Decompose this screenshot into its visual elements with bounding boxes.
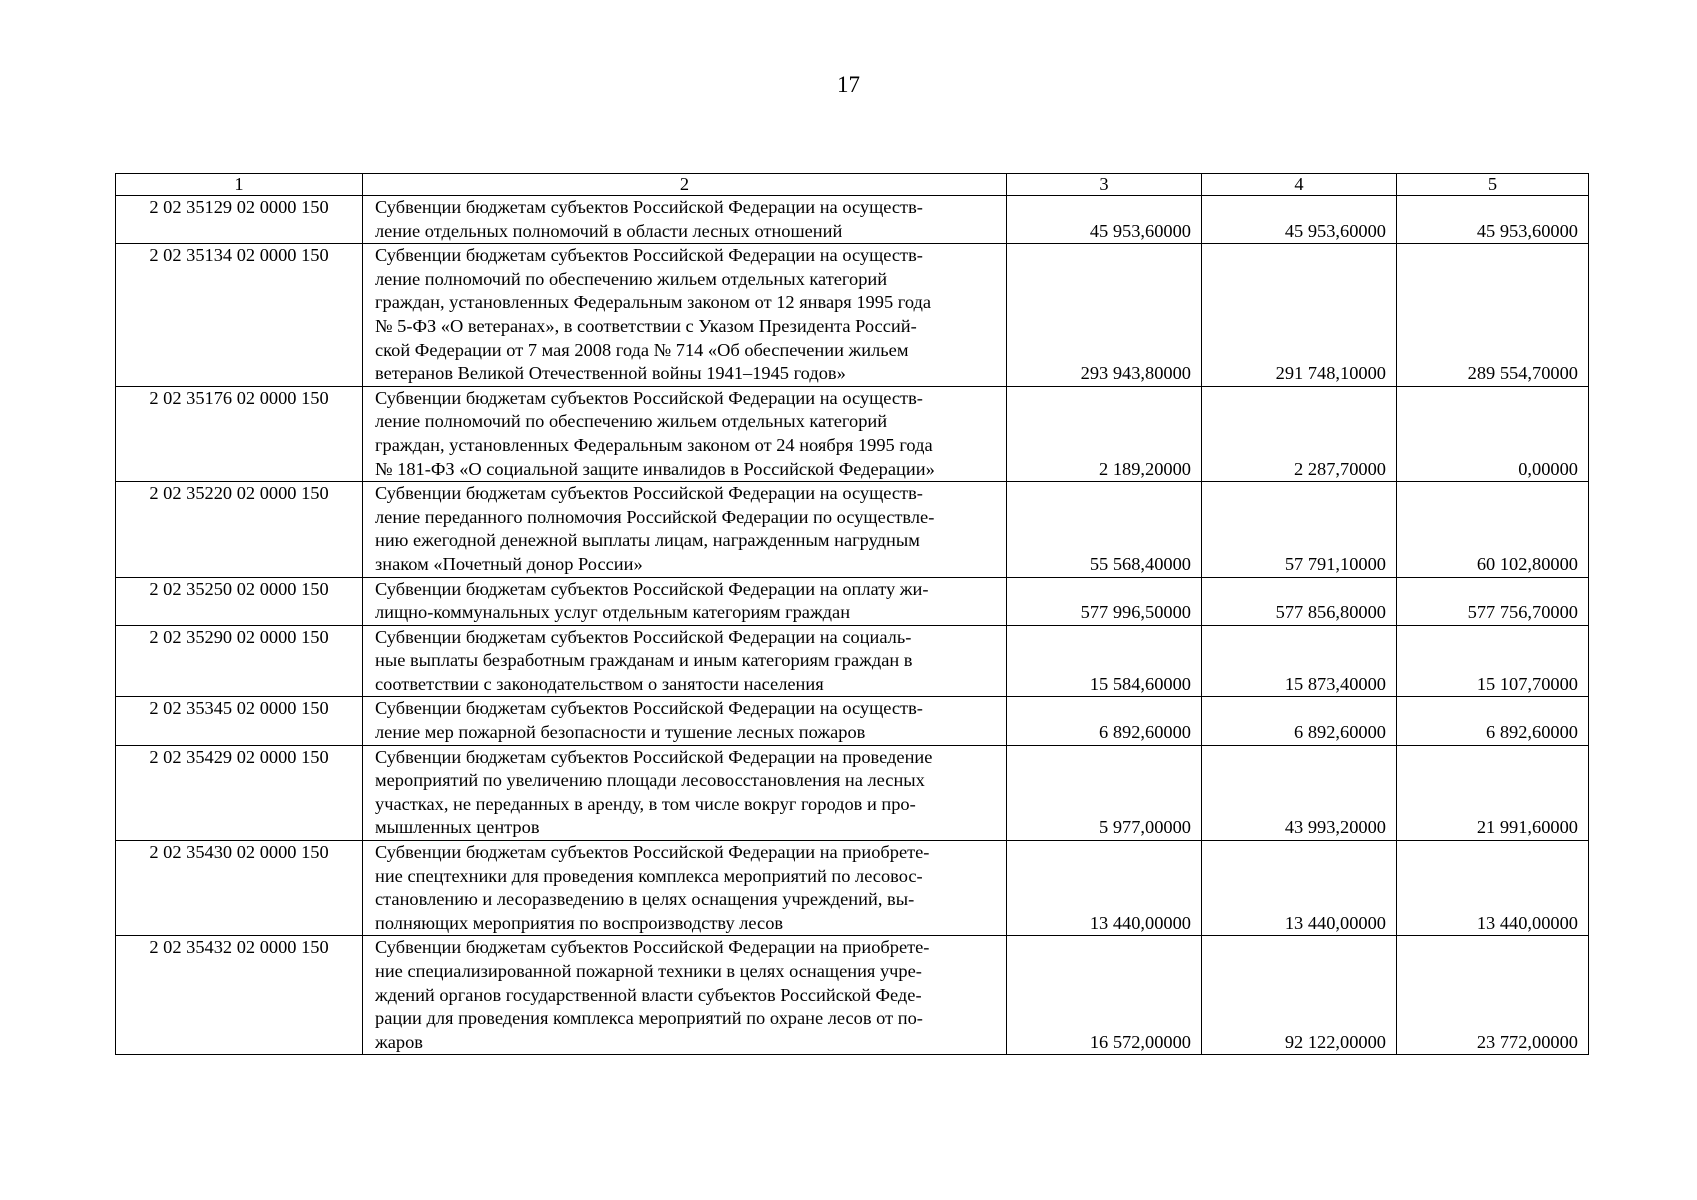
amount-cell-3: 577 996,50000 [1007,577,1202,625]
table-row [116,936,1589,1055]
description-cell [363,697,1007,745]
budget-code-cell: 2 02 35290 02 0000 150 [116,625,363,697]
description-line: Субвенции бюджетам субъектов Российской Федерации на проведение [375,746,933,767]
amount-cell-5: 45 953,60000 [1397,196,1589,244]
amount-cell-5: 0,00000 [1397,386,1589,481]
description-line: ветеранов Великой Отечественной войны 1941–1945 годов» [375,363,846,384]
page-number: 17 [837,72,860,97]
description-line: ные выплаты безработным гражданам и иным категориям граждан в [375,650,913,671]
description-line: Субвенции бюджетам субъектов Российской Федерации на осуществ- [375,245,923,266]
description-cell [363,482,1007,577]
description-line: ление отдельных полномочий в области лесных отношений [375,220,843,241]
column-number-3: 3 [1007,174,1202,196]
amount-cell-3: 6 892,60000 [1007,697,1202,745]
amount-cell-3: 15 584,60000 [1007,625,1202,697]
description-line: ление мер пожарной безопасности и тушение лесных пожаров [375,722,866,743]
table-row [116,244,1589,387]
description-cell [363,625,1007,697]
description-line: ление полномочий по обеспечению жильем отдельных категорий [375,411,888,432]
description-line: мышленных центров [375,817,540,838]
amount-cell-4: 291 748,10000 [1202,244,1397,387]
amount-cell-5: 23 772,00000 [1397,936,1589,1055]
amount-cell-5: 21 991,60000 [1397,745,1589,840]
amount-cell-4: 6 892,60000 [1202,697,1397,745]
budget-code-cell: 2 02 35430 02 0000 150 [116,841,363,936]
description-line: знаком «Почетный донор России» [375,553,643,574]
table-row [116,482,1589,577]
amount-cell-5: 289 554,70000 [1397,244,1589,387]
description-line: ской Федерации от 7 мая 2008 года № 714 «Об обеспечении жильем [375,339,909,360]
description-cell [363,841,1007,936]
description-line: жаров [375,1031,423,1052]
description-line: Субвенции бюджетам субъектов Российской Федерации на осуществ- [375,483,923,504]
amount-cell-3: 293 943,80000 [1007,244,1202,387]
description-cell [363,745,1007,840]
amount-cell-4: 13 440,00000 [1202,841,1397,936]
amount-cell-5: 6 892,60000 [1397,697,1589,745]
table-row [116,196,1589,244]
table-row [116,625,1589,697]
description-line: Субвенции бюджетам субъектов Российской Федерации на осуществ- [375,387,923,408]
description-cell [363,244,1007,387]
budget-code-cell: 2 02 35134 02 0000 150 [116,244,363,387]
description-line: соответствии с законодательством о занятости населения [375,673,824,694]
description-cell [363,196,1007,244]
amount-cell-4: 57 791,10000 [1202,482,1397,577]
amount-cell-5: 13 440,00000 [1397,841,1589,936]
budget-code-cell: 2 02 35129 02 0000 150 [116,196,363,244]
budget-code-cell: 2 02 35345 02 0000 150 [116,697,363,745]
table-row [116,386,1589,481]
table-row [116,577,1589,625]
description-line: № 5-ФЗ «О ветеранах», в соответствии с Указом Президента Россий- [375,315,917,336]
budget-code-cell: 2 02 35220 02 0000 150 [116,482,363,577]
description-line: полняющих мероприятия по воспроизводству лесов [375,912,784,933]
column-number-row [116,174,1589,196]
description-line: Субвенции бюджетам субъектов Российской Федерации на социаль- [375,626,912,647]
budget-table [115,173,1589,1055]
description-line: становлению и лесоразведению в целях оснащения учреждений, вы- [375,889,915,910]
description-line: Субвенции бюджетам субъектов Российской Федерации на приобрете- [375,937,930,958]
column-number-5: 5 [1397,174,1589,196]
amount-cell-5: 15 107,70000 [1397,625,1589,697]
amount-cell-5: 577 756,70000 [1397,577,1589,625]
budget-code-cell: 2 02 35432 02 0000 150 [116,936,363,1055]
description-line: граждан, установленных Федеральным законом от 24 ноября 1995 года [375,434,933,455]
column-number-2: 2 [363,174,1007,196]
amount-cell-3: 2 189,20000 [1007,386,1202,481]
description-line: ление переданного полномочия Российской Федерации по осуществле- [375,506,935,527]
description-line: ние спецтехники для проведения комплекса мероприятий по лесовос- [375,865,923,886]
description-line: ждений органов государственной власти субъектов Российской Феде- [375,984,922,1005]
budget-code-cell: 2 02 35176 02 0000 150 [116,386,363,481]
budget-table-body [116,174,1589,1055]
amount-cell-3: 16 572,00000 [1007,936,1202,1055]
budget-code-cell: 2 02 35250 02 0000 150 [116,577,363,625]
description-line: Субвенции бюджетам субъектов Российской Федерации на осуществ- [375,197,923,217]
amount-cell-3: 5 977,00000 [1007,745,1202,840]
description-line: Субвенции бюджетам субъектов Российской Федерации на оплату жи- [375,578,929,599]
description-line: Субвенции бюджетам субъектов Российской Федерации на осуществ- [375,698,923,719]
description-cell [363,936,1007,1055]
amount-cell-3: 55 568,40000 [1007,482,1202,577]
description-line: Субвенции бюджетам субъектов Российской Федерации на приобрете- [375,842,930,863]
description-line: № 181-ФЗ «О социальной защите инвалидов в Российской Федерации» [375,458,935,479]
amount-cell-4: 15 873,40000 [1202,625,1397,697]
amount-cell-5: 60 102,80000 [1397,482,1589,577]
description-line: ние специализированной пожарной техники в целях оснащения учре- [375,961,922,981]
table-row [116,841,1589,936]
description-line: ление полномочий по обеспечению жильем отдельных категорий [375,268,888,289]
amount-cell-4: 43 993,20000 [1202,745,1397,840]
table-row [116,697,1589,745]
budget-code-cell: 2 02 35429 02 0000 150 [116,745,363,840]
description-cell [363,386,1007,481]
description-line: лищно-коммунальных услуг отдельным категориям граждан [375,602,851,623]
column-number-4: 4 [1202,174,1397,196]
amount-cell-3: 13 440,00000 [1007,841,1202,936]
description-cell [363,577,1007,625]
amount-cell-4: 45 953,60000 [1202,196,1397,244]
column-number-1: 1 [116,174,363,196]
amount-cell-3: 45 953,60000 [1007,196,1202,244]
description-line: участках, не переданных в аренду, в том числе вокруг городов и про- [375,793,916,814]
amount-cell-4: 92 122,00000 [1202,936,1397,1055]
description-line: мероприятий по увеличению площади лесовосстановления на лесных [375,770,925,791]
description-line: граждан, установленных Федеральным законом от 12 января 1995 года [375,292,932,313]
description-line: нию ежегодной денежной выплаты лицам, награжденным нагрудным [375,530,920,551]
amount-cell-4: 577 856,80000 [1202,577,1397,625]
description-line: рации для проведения комплекса мероприятий по охране лесов от по- [375,1008,923,1029]
table-row [116,745,1589,840]
amount-cell-4: 2 287,70000 [1202,386,1397,481]
